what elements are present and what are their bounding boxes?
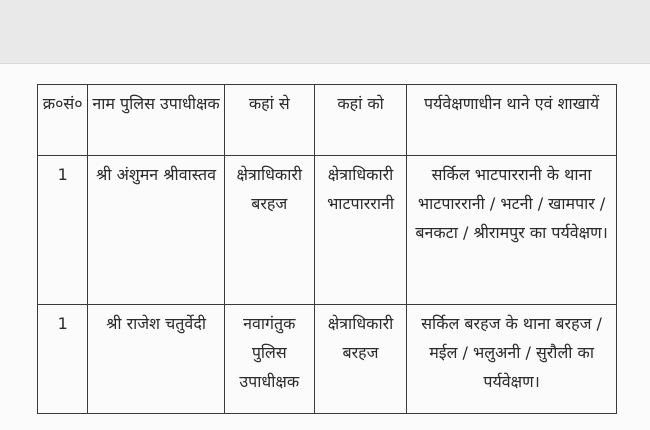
header-from: कहां से (224, 85, 314, 156)
to-cell: क्षेत्राधिकारी बरहज (314, 305, 406, 414)
serial-number-cell: 1 (38, 156, 88, 305)
supervised-area-cell: सर्किल बरहज के थाना बरहज / मईल / भलुअनी / सुरौली का पर्यवेक्षण। (407, 305, 617, 414)
supervised-area-cell: सर्किल भाटपाररानी के थाना भाटपाररानी / भटनी / खामपार / बनकटा / श्रीरामपुर का पर्यवेक्षण। (407, 156, 617, 305)
transfer-order-table (37, 84, 617, 414)
header-supervised-area: पर्यवेक्षणाधीन थाने एवं शाखायें (407, 85, 617, 156)
officer-name-cell: श्री अंशुमन श्रीवास्तव (88, 156, 224, 305)
top-header-band (0, 0, 650, 64)
serial-number-cell: 1 (38, 305, 88, 414)
header-serial-number: क्र०सं० (38, 85, 88, 156)
from-cell: क्षेत्राधिकारी बरहज (224, 156, 314, 305)
header-to: कहां को (314, 85, 406, 156)
header-officer-name: नाम पुलिस उपाधीक्षक (88, 85, 224, 156)
from-cell: नवागंतुक पुलिस उपाधीक्षक (224, 305, 314, 414)
table-header-row (38, 85, 617, 156)
officer-name-cell: श्री राजेश चतुर्वेदी (88, 305, 224, 414)
table-row (38, 305, 617, 414)
table-row (38, 156, 617, 305)
to-cell: क्षेत्राधिकारी भाटपाररानी (314, 156, 406, 305)
